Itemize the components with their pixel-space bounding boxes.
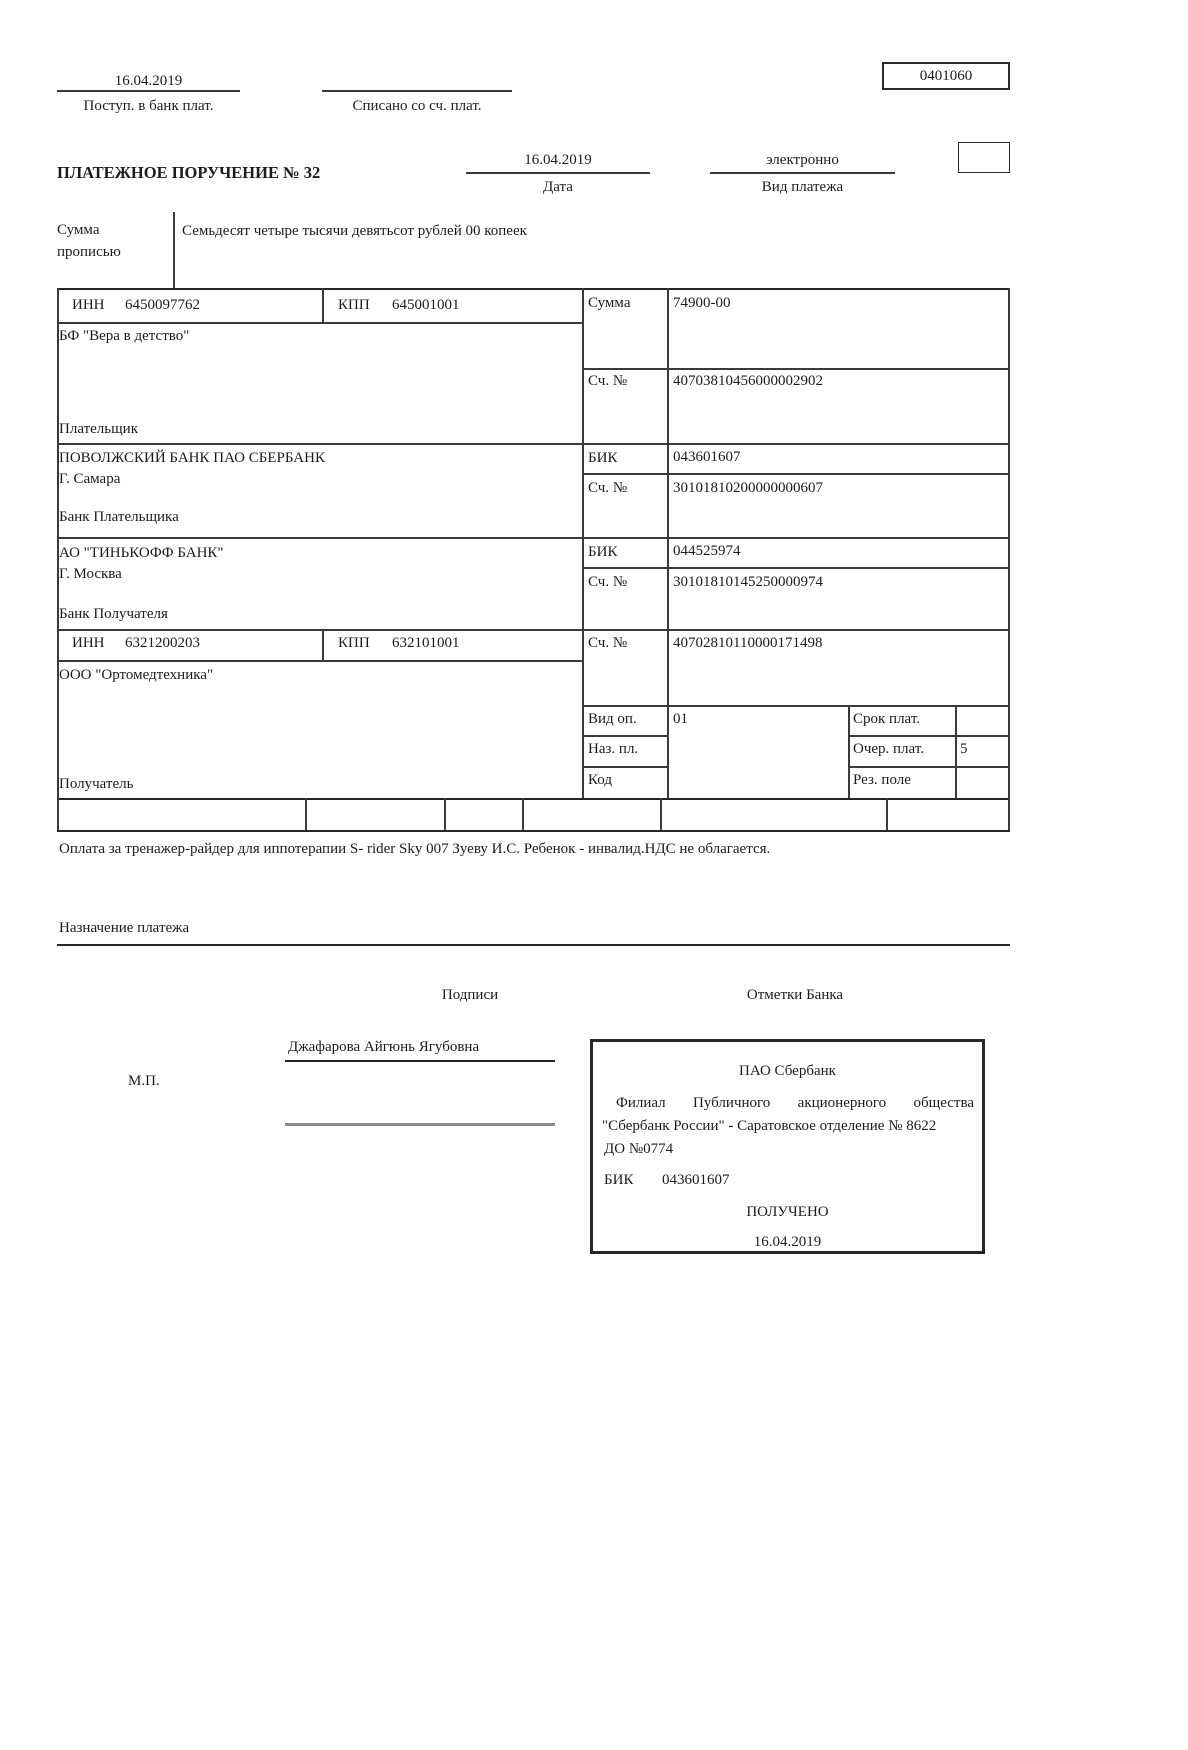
debited-from-account-label: Списано со сч. плат. [352,98,482,114]
payee-inn: 6321200203 [125,635,200,651]
table-border [57,798,59,831]
table-border [57,830,1010,832]
stamp-branch-text: Филиал Публичного акционерного общества "Сбербанк России" - Саратовское отделение № 8622 [602,1095,974,1134]
payee-bank-account-label: Сч. № [588,574,628,590]
payment-kind-value: электронно [766,152,839,168]
payer-bank-account-label: Сч. № [588,480,628,496]
table-border [582,766,667,768]
payee-bank-section-label: Банк Получателя [59,606,168,622]
document-date: 16.04.2019 [524,152,592,168]
table-border [848,705,850,798]
document-title: ПЛАТЕЖНОЕ ПОРУЧЕНИЕ № 32 [57,163,321,182]
stamp-status: ПОЛУЧЕНО [746,1204,829,1220]
payer-section-label: Плательщик [59,421,138,437]
table-border [582,567,1008,569]
payer-bank-account: 30101810200000000607 [673,480,823,496]
table-border [848,766,1008,768]
stamp-office: ДО №0774 [604,1141,674,1157]
payee-section-label: Получатель [59,776,134,792]
table-border [582,735,667,737]
table-border [57,629,1008,631]
table-border [522,798,524,831]
amount-words-label-line1: Сумма [57,222,100,238]
payee-bank-name: АО "ТИНЬКОФФ БАНК" [59,545,224,561]
payee-bank-city: Г. Москва [59,566,122,582]
signer-name: Джафарова Айгюнь Ягубовна [288,1039,480,1055]
amount-label: Сумма [588,295,631,311]
payee-inn-label: ИНН [72,635,105,651]
payment-purpose-text: Оплата за тренажер-райдер для иппотерапии S- rider Sky 007 Зуеву И.С. Ребенок - инвалид.НДС не облагается. [59,841,771,857]
payment-type-box [958,142,1010,173]
payer-kpp: 645001001 [392,297,460,313]
field-underline [466,172,650,174]
amount-value: 74900-00 [673,295,731,311]
payee-account-label: Сч. № [588,635,628,651]
received-by-bank-label: Поступ. в банк плат. [83,98,214,114]
table-border [57,443,1008,445]
table-border [322,288,324,322]
priority-label: Очер. плат. [853,741,924,757]
bank-marks-title: Отметки Банка [746,987,844,1003]
table-border [305,798,307,831]
table-border [1008,288,1010,798]
table-border [57,798,1010,800]
table-border [886,798,888,831]
amount-words-label-line2: прописью [57,244,121,260]
stamp-place-label: М.П. [128,1073,160,1089]
okud-code-box [882,62,1010,90]
table-border [582,705,1008,707]
payee-account: 40702810110000171498 [673,635,823,651]
stamp-date: 16.04.2019 [753,1234,822,1250]
table-border [322,629,324,660]
table-border [955,705,957,798]
table-border [57,322,582,324]
payer-account: 40703810456000002902 [673,373,823,389]
table-border [57,537,1008,539]
payer-bank-section-label: Банк Плательщика [59,509,179,525]
received-by-bank-date: 16.04.2019 [114,73,183,89]
payer-bank-city: Г. Самара [59,471,121,487]
payee-bank-bik: 044525974 [673,543,741,559]
table-border [582,473,1008,475]
payment-term-label: Срок плат. [853,711,921,727]
table-border [57,944,1010,946]
reserve-field-label: Рез. поле [853,772,911,788]
payee-kpp-label: КПП [338,635,370,651]
amount-in-words: Семьдесят четыре тысячи девятьсот рублей 00 копеек [182,223,527,239]
payee-kpp: 632101001 [392,635,460,651]
field-underline [710,172,895,174]
payee-name: ООО "Ортомедтехника" [59,667,214,683]
operation-type-label: Вид оп. [588,711,637,727]
priority-value: 5 [960,741,968,757]
purpose-code-label: Наз. пл. [588,741,639,757]
table-border [667,288,669,798]
table-border [57,288,1010,290]
payer-inn: 6450097762 [125,297,200,313]
signature-line [285,1123,555,1126]
table-border [582,288,584,798]
table-border [57,288,59,798]
payer-name: БФ "Вера в детство" [59,328,190,344]
payer-bank-bik-label: БИК [588,450,618,466]
signatures-title: Подписи [441,987,499,1003]
stamp-bik-label: БИК [604,1172,634,1188]
signature-line [285,1060,555,1062]
stamp-bik: 043601607 [662,1172,730,1188]
code-label: Код [588,772,612,788]
payee-bank-bik-label: БИК [588,544,618,560]
field-underline [57,90,240,92]
document-date-label: Дата [543,179,573,195]
payer-bank-bik: 043601607 [673,449,741,465]
table-border [660,798,662,831]
table-border [848,735,1008,737]
payment-purpose-label: Назначение платежа [59,920,190,936]
operation-type: 01 [673,711,688,727]
table-border [57,660,582,662]
payer-inn-label: ИНН [72,297,105,313]
okud-code: 0401060 [919,68,973,84]
table-border [444,798,446,831]
table-border [173,212,175,288]
payer-bank-name: ПОВОЛЖСКИЙ БАНК ПАО СБЕРБАНК [59,450,325,466]
payer-kpp-label: КПП [338,297,370,313]
table-border [1008,798,1010,831]
field-underline [322,90,512,92]
payment-kind-label: Вид платежа [761,179,844,195]
stamp-bank-name: ПАО Сбербанк [739,1063,836,1079]
table-border [582,368,1008,370]
payee-bank-account: 30101810145250000974 [673,574,823,590]
payer-account-label: Сч. № [588,373,628,389]
